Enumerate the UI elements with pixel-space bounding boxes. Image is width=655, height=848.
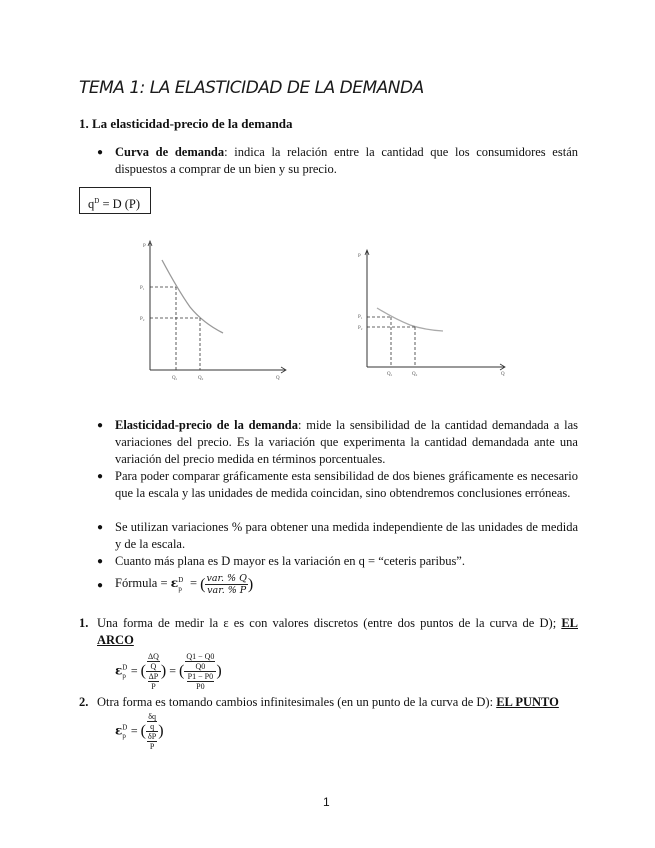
p1-label: P₁	[358, 315, 363, 320]
demand-curve	[162, 260, 223, 333]
x-axis-label: Q	[276, 376, 280, 381]
bullet-icon: ●	[97, 556, 104, 567]
bullet-formula: Fórmula = $\varepsilon^D_p$ = ( $\frac{\text{var. \% Q}}{\text{var. \% P}}$ )	[115, 572, 254, 596]
bullet-icon: ●	[97, 580, 104, 591]
point-formula: $\varepsilon^D_p$ = ( $\frac{\frac{\delta q}{q}}{\frac{\delta P}{P}}$ )	[115, 712, 164, 751]
demand-chart-flat	[355, 245, 515, 380]
curve-text: : indica la relación entre la cantidad que los consumidores están dispuestos a comprar de un bien y su precio.	[115, 145, 578, 176]
arc-formula: $\varepsilon^D_p$ = ( $\frac{\frac{\Delta Q}{Q}}{\frac{\Delta P}{P}}$ ) = ( $\frac{\frac{Q1 - Q0}{Q0}}{\frac{P1 - P0}{P0}}$ )	[115, 652, 222, 691]
point-method: Otra forma es tomando cambios infinitesimales (en un punto de la curva de D): EL PUNTO	[97, 695, 559, 709]
demand-chart-steep	[138, 235, 298, 385]
bullet-icon: ●	[97, 147, 104, 158]
p2-label: P₂	[358, 326, 363, 331]
bullet-icon: ●	[97, 522, 104, 533]
curve-term: Curva de demanda	[115, 145, 225, 159]
page-title: TEMA 1: LA ELASTICIDAD DE LA DEMANDA	[79, 78, 424, 98]
curve-definition	[115, 144, 578, 178]
item-number: 2.	[79, 695, 89, 709]
demand-formula-box: $q^D = D$ (P)	[79, 187, 151, 214]
x-axis-label: Q	[501, 372, 505, 377]
p2-label: P₂	[140, 317, 145, 322]
arc-method: Una forma de medir la ε es con valores discretos (entre dos puntos de la curva de D); EL ARCO	[97, 616, 578, 647]
q1-label: Q₁	[387, 372, 393, 377]
page-number: 1	[323, 795, 330, 809]
q2-label: Q₂	[412, 372, 418, 377]
formula-fraction: $\frac{\text{var. \% Q}}{\text{var. \% P}}$	[206, 572, 247, 596]
demand-curve	[377, 308, 443, 331]
y-axis-label: P	[143, 244, 146, 249]
item-number: 1.	[79, 616, 89, 630]
bullet-elasticity: Elasticidad-precio de la demanda: mide la sensibilidad de la cantidad demandada a las variaciones del precio. Es la variación que experimenta la cantidad demandada ante una variación del precio medida en términos porcentuales.	[115, 418, 578, 466]
q2-label: Q₂	[198, 376, 204, 381]
bullet-comparison: Para poder comparar gráficamente esta sensibilidad de dos bienes gráficamente es necesario que la escala y las unidades de medida coincidan, sino obtendremos conclusiones erróneas.	[115, 469, 578, 500]
q1-label: Q₁	[172, 376, 178, 381]
y-axis-label: P	[358, 254, 361, 259]
bullet-icon: ●	[97, 471, 104, 482]
p1-label: P₁	[140, 286, 145, 291]
bullet-percentage: Se utilizan variaciones % para obtener una medida independiente de las unidades de medida y de la escala.	[115, 520, 578, 551]
bullet-flatness: Cuanto más plana es D mayor es la variación en q = “ceteris paribus”.	[115, 554, 465, 568]
bullet-icon: ●	[97, 420, 104, 431]
section-heading: 1. La elasticidad-precio de la demanda	[79, 116, 293, 131]
